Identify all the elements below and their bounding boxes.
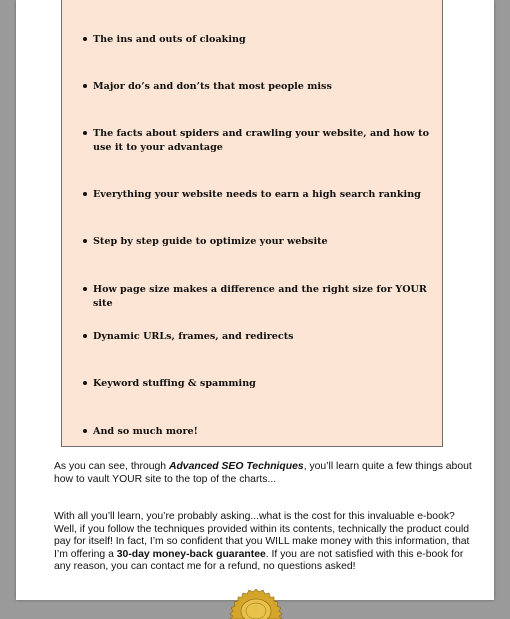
bullet-icon (83, 381, 87, 385)
feature-text: Keyword stuffing & spamming (93, 378, 256, 389)
feature-text: Major do’s and don’ts that most people miss (93, 81, 332, 92)
feature-item (83, 80, 433, 94)
bullet-icon (83, 429, 87, 433)
paragraph-text: As you can see, through (54, 461, 169, 472)
paragraph-text: With all you’ll learn, you’re probably asking...what is the cost for this invaluable e-book? Well, if you follow the techniques provided within its contents, technically the product could pay for itself! In fact, I’m so confident that you WILL make money with this information, that I’m offering a (54, 511, 470, 560)
feature-item (83, 127, 433, 154)
product-name: Advanced SEO Techniques (168, 461, 304, 472)
feature-item (83, 283, 433, 310)
feature-text: And so much more! (93, 426, 198, 437)
paragraph-text: . If you are not satisfied with this e-book for any reason, you can contact me for a refund, no questions asked! (54, 548, 464, 572)
guarantee-seal-icon (228, 589, 284, 619)
document-page (16, 0, 494, 600)
bullet-icon (83, 334, 87, 338)
bullet-icon (83, 287, 87, 291)
bullet-icon (83, 192, 87, 196)
bullet-icon (83, 84, 87, 88)
feature-text: Everything your website needs to earn a high search ranking (93, 189, 421, 200)
intro-paragraph (54, 461, 474, 486)
bullet-icon (83, 239, 87, 243)
feature-text: The facts about spiders and crawling your website, and how to use it to your advantage (93, 128, 429, 153)
features-box (61, 0, 443, 447)
feature-text: Dynamic URLs, frames, and redirects (93, 331, 294, 342)
feature-text: Step by step guide to optimize your website (93, 236, 328, 247)
feature-item (83, 425, 433, 439)
feature-item (83, 33, 433, 47)
paragraph-text: , you’ll learn quite a few things about how to vault YOUR site to the top of the charts... (54, 461, 472, 485)
feature-item (83, 235, 433, 249)
feature-text: The ins and outs of cloaking (93, 34, 246, 45)
feature-item (83, 377, 433, 391)
bullet-icon (83, 37, 87, 41)
feature-text: How page size makes a difference and the right size for YOUR site (93, 284, 427, 309)
feature-item (83, 330, 433, 344)
guarantee-highlight: 30-day money-back guarantee (116, 548, 266, 560)
feature-item (83, 188, 433, 202)
guarantee-paragraph (54, 511, 474, 574)
bullet-icon (83, 131, 87, 135)
